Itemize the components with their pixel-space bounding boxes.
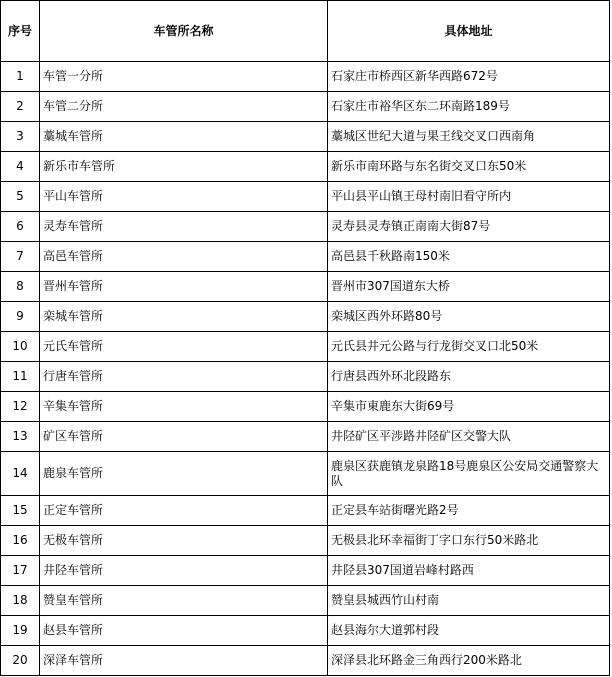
- row-number: 7: [1, 242, 40, 272]
- table-row: [1, 302, 610, 332]
- table-row: [1, 496, 610, 526]
- office-address: 赵县海尔大道郭村段: [328, 616, 610, 646]
- office-name: 高邑车管所: [40, 242, 328, 272]
- office-name: 鹿泉车管所: [40, 452, 328, 496]
- office-address: 晋州市307国道东大桥: [328, 272, 610, 302]
- table-row: [1, 362, 610, 392]
- office-address: 平山县平山镇王母村南旧看守所内: [328, 182, 610, 212]
- table-row: [1, 122, 610, 152]
- office-address: 藁城区世纪大道与果王线交叉口西南角: [328, 122, 610, 152]
- office-name: 行唐车管所: [40, 362, 328, 392]
- table-row: [1, 616, 610, 646]
- table-row: [1, 646, 610, 676]
- office-name: 深泽车管所: [40, 646, 328, 676]
- table-row: [1, 526, 610, 556]
- office-name: 赞皇车管所: [40, 586, 328, 616]
- header-serial-number: 序号: [1, 1, 40, 62]
- header-address: 具体地址: [328, 1, 610, 62]
- office-address: 栾城区西外环路80号: [328, 302, 610, 332]
- row-number: 5: [1, 182, 40, 212]
- table-row: [1, 452, 610, 496]
- row-number: 10: [1, 332, 40, 362]
- office-address: 灵寿县灵寿镇正南南大街87号: [328, 212, 610, 242]
- office-address: 石家庄市裕华区东二环南路189号: [328, 92, 610, 122]
- table-row: [1, 272, 610, 302]
- row-number: 8: [1, 272, 40, 302]
- table-row: [1, 182, 610, 212]
- office-address: 高邑县千秋路南150米: [328, 242, 610, 272]
- office-name: 井陉车管所: [40, 556, 328, 586]
- table-header-row: [1, 1, 610, 62]
- row-number: 3: [1, 122, 40, 152]
- row-number: 13: [1, 422, 40, 452]
- row-number: 1: [1, 62, 40, 92]
- row-number: 2: [1, 92, 40, 122]
- row-number: 19: [1, 616, 40, 646]
- table-row: [1, 556, 610, 586]
- office-name: 栾城车管所: [40, 302, 328, 332]
- office-address: 行唐县西外环北段路东: [328, 362, 610, 392]
- office-name: 赵县车管所: [40, 616, 328, 646]
- office-name: 辛集车管所: [40, 392, 328, 422]
- office-address: 石家庄市桥西区新华西路672号: [328, 62, 610, 92]
- row-number: 17: [1, 556, 40, 586]
- row-number: 20: [1, 646, 40, 676]
- office-name: 矿区车管所: [40, 422, 328, 452]
- office-address: 赞皇县城西竹山村南: [328, 586, 610, 616]
- table-row: [1, 62, 610, 92]
- office-name: 元氏车管所: [40, 332, 328, 362]
- row-number: 15: [1, 496, 40, 526]
- office-address: 新乐市南环路与东名街交叉口东50米: [328, 152, 610, 182]
- row-number: 12: [1, 392, 40, 422]
- office-name: 无极车管所: [40, 526, 328, 556]
- office-address: 辛集市東鹿东大街69号: [328, 392, 610, 422]
- office-name: 平山车管所: [40, 182, 328, 212]
- table-row: [1, 212, 610, 242]
- office-name: 车管二分所: [40, 92, 328, 122]
- table-row: [1, 152, 610, 182]
- row-number: 6: [1, 212, 40, 242]
- row-number: 4: [1, 152, 40, 182]
- table-row: [1, 392, 610, 422]
- row-number: 9: [1, 302, 40, 332]
- row-number: 18: [1, 586, 40, 616]
- row-number: 11: [1, 362, 40, 392]
- table-row: [1, 332, 610, 362]
- office-address: 无极县北环幸福街丁字口东行50米路北: [328, 526, 610, 556]
- row-number: 14: [1, 452, 40, 496]
- office-address: 井陉矿区平涉路井陉矿区交警大队: [328, 422, 610, 452]
- table-row: [1, 422, 610, 452]
- office-name: 晋州车管所: [40, 272, 328, 302]
- table-row: [1, 242, 610, 272]
- table-row: [1, 92, 610, 122]
- office-name: 正定车管所: [40, 496, 328, 526]
- office-name: 车管一分所: [40, 62, 328, 92]
- row-number: 16: [1, 526, 40, 556]
- office-name: 藁城车管所: [40, 122, 328, 152]
- office-address: 深泽县北环路金三角西行200米路北: [328, 646, 610, 676]
- office-address: 鹿泉区获鹿镇龙泉路18号鹿泉区公安局交通警察大队: [328, 452, 610, 496]
- office-name: 新乐市车管所: [40, 152, 328, 182]
- office-address: 元氏县井元公路与行龙街交叉口北50米: [328, 332, 610, 362]
- table-row: [1, 586, 610, 616]
- office-name: 灵寿车管所: [40, 212, 328, 242]
- office-address: 正定县车站街曙光路2号: [328, 496, 610, 526]
- office-address: 井陉县307国道岩峰村路西: [328, 556, 610, 586]
- header-office-name: 车管所名称: [40, 1, 328, 62]
